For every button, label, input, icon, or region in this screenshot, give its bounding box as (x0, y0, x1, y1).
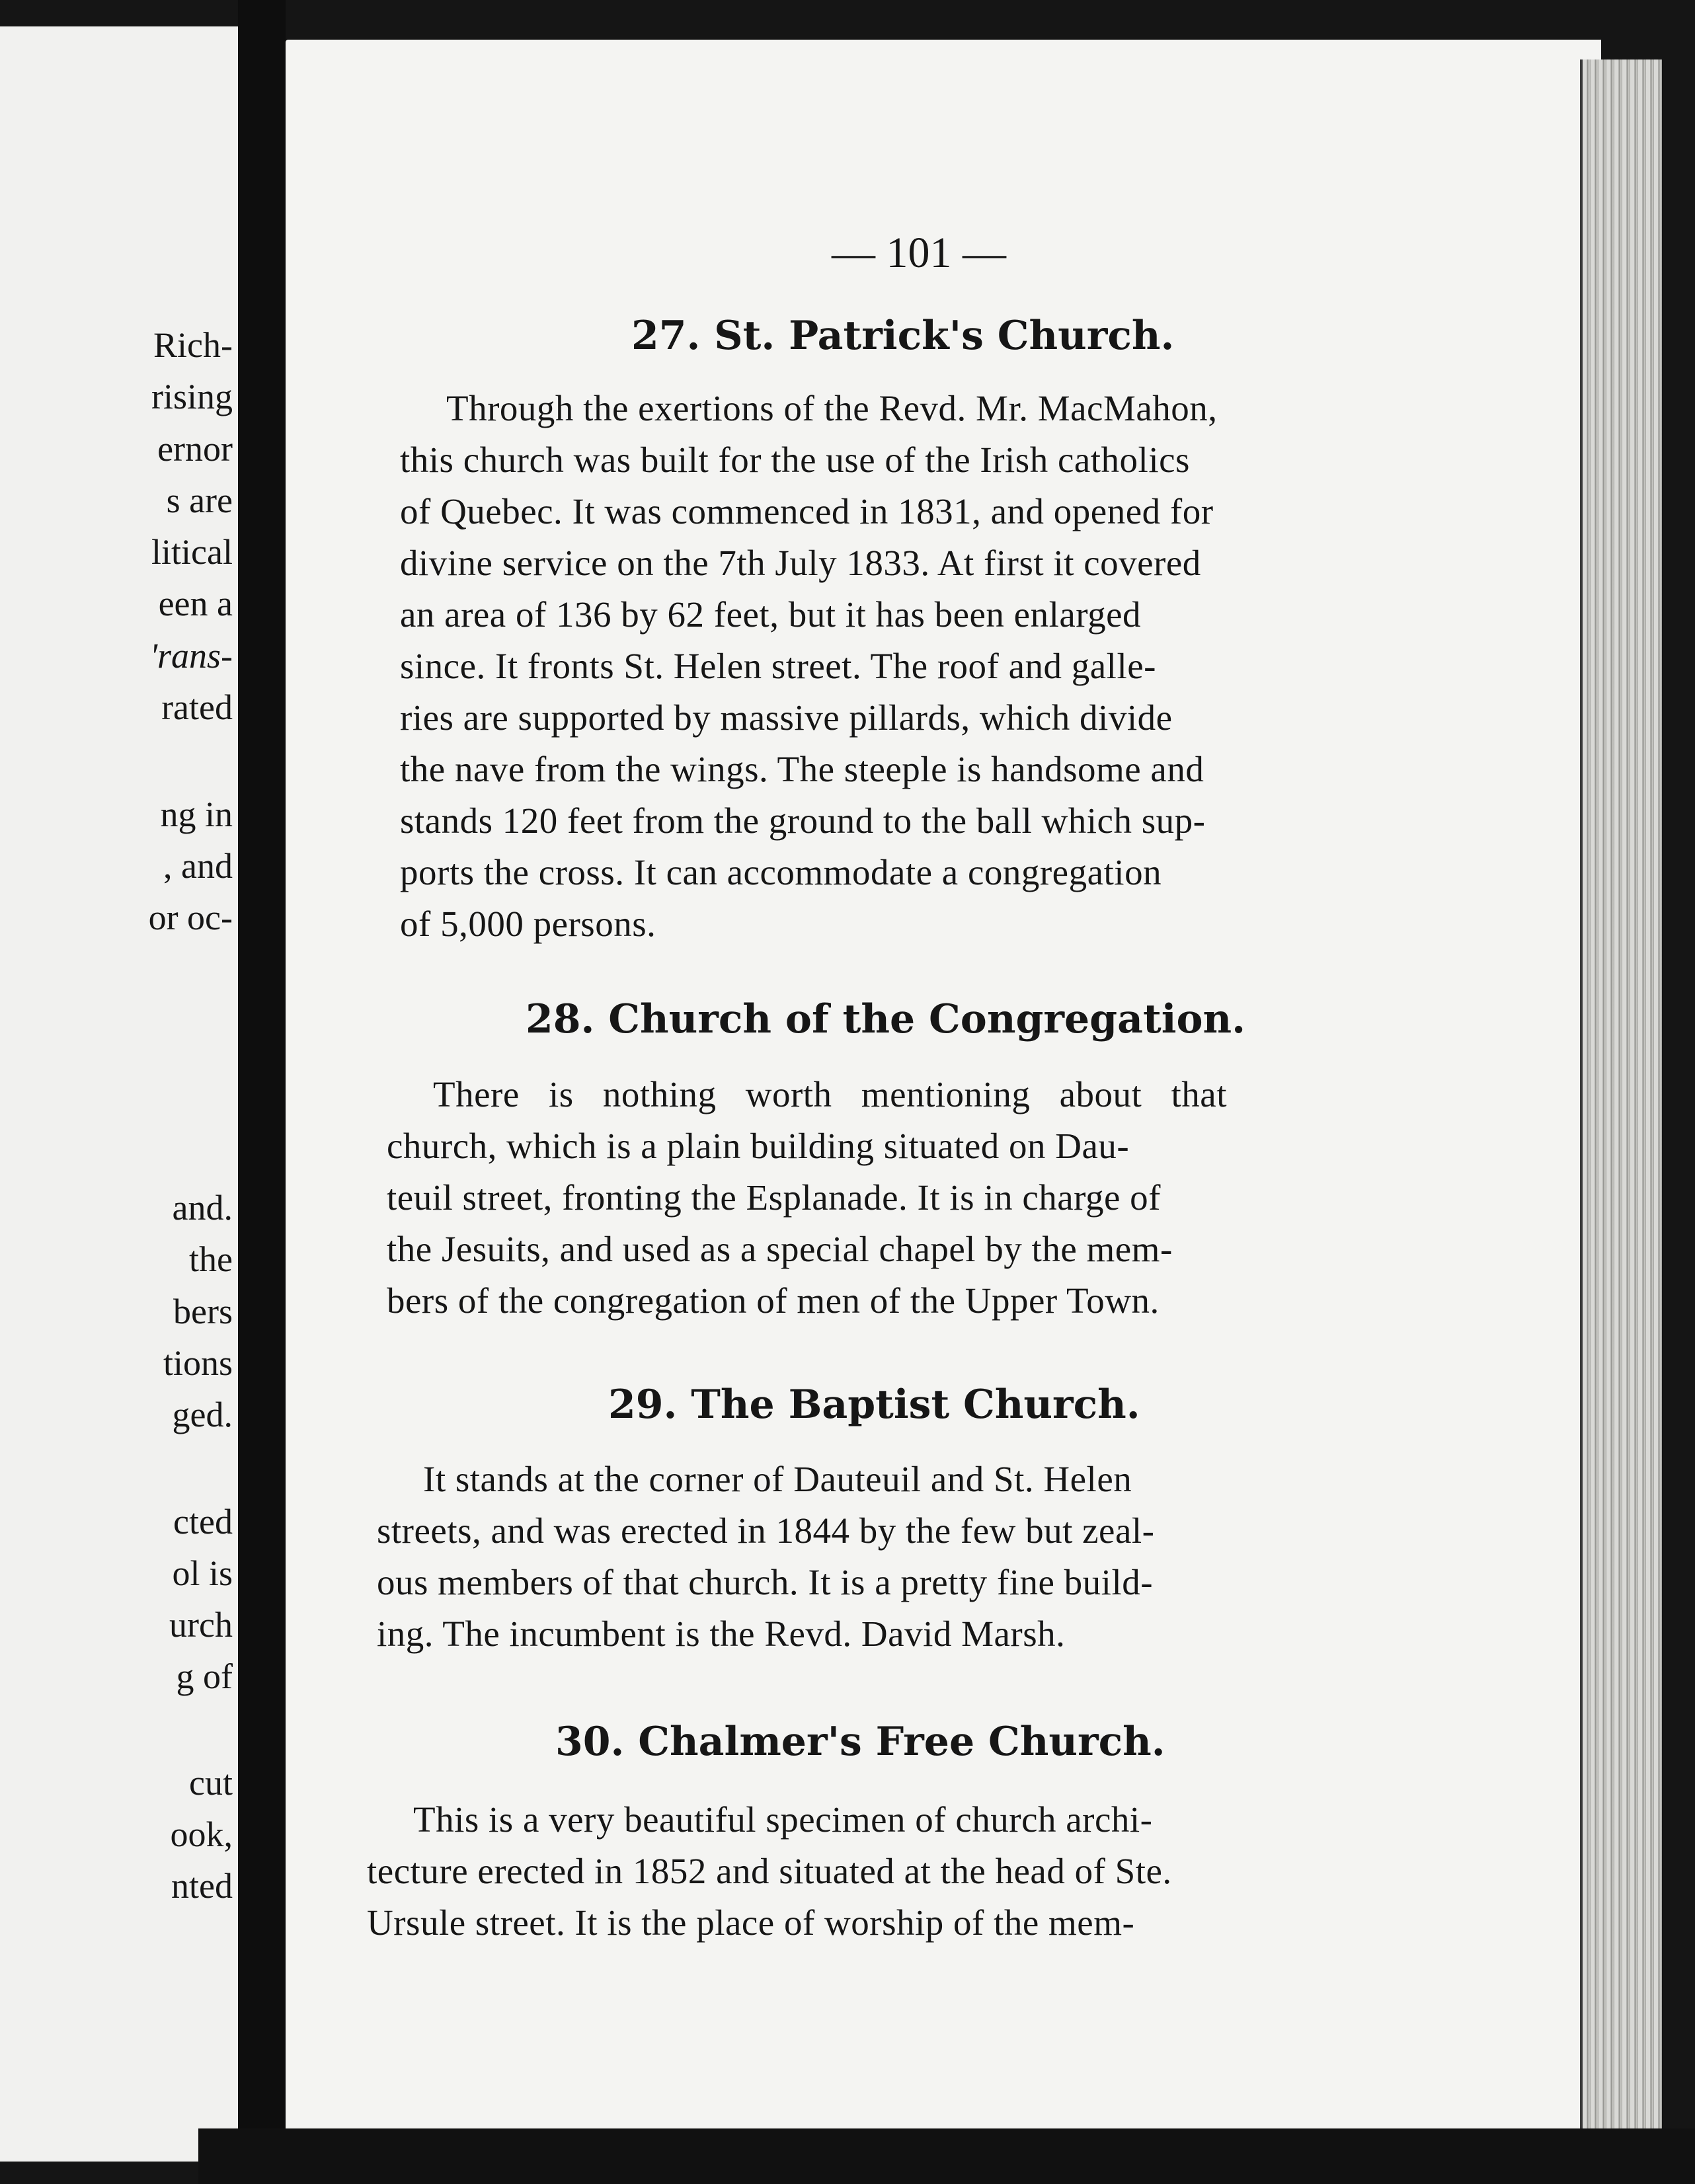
left-fragment: ernor (157, 429, 233, 469)
left-fragment: rising (151, 377, 233, 416)
text-line: Ursule street. It is the place of worship of the mem- (367, 1902, 1135, 1943)
left-fragment: bers (173, 1292, 233, 1331)
page-number: — 101 — (832, 229, 1006, 277)
section-body (387, 1076, 1418, 1354)
left-fragment: een a (158, 584, 233, 623)
text-line: This is a very beautiful specimen of church archi- (413, 1799, 1153, 1840)
left-fragment: litical (151, 532, 233, 572)
book-gutter (238, 0, 286, 2184)
text-line: church, which is a plain building situated on Dau- (387, 1126, 1130, 1166)
section-body (377, 1461, 1408, 1686)
text-line: of Quebec. It was commenced in 1831, and opened for (400, 491, 1214, 531)
text-line: tecture erected in 1852 and situated at the head of Ste. (367, 1851, 1172, 1891)
left-fragment: , and (163, 846, 233, 886)
left-fragment: Rich- (153, 325, 233, 365)
section-heading: 30. Chalmer's Free Church. (555, 1719, 1165, 1765)
text-line: since. It fronts St. Helen street. The roof and galle- (400, 646, 1156, 686)
section-body (367, 1801, 1398, 1973)
text-line: teuil street, fronting the Esplanade. It is in charge of (387, 1177, 1161, 1218)
page-edges (1580, 59, 1662, 2135)
left-page (0, 26, 238, 2162)
left-fragment: nted (171, 1866, 233, 1906)
left-fragment: and. (172, 1188, 233, 1228)
section-heading: 28. Church of the Congregation. (526, 996, 1246, 1042)
left-fragment: s are (166, 481, 233, 520)
text-line: It stands at the corner of Dauteuil and St. Helen (423, 1459, 1132, 1499)
left-fragment: cut (189, 1763, 233, 1803)
left-fragment: ng in (160, 795, 233, 834)
text-line: ous members of that church. It is a pretty fine build- (377, 1562, 1154, 1602)
text-line: divine service on the 7th July 1833. At first it covered (400, 543, 1201, 583)
left-fragment: 'rans- (149, 636, 233, 676)
left-fragment: tions (163, 1343, 233, 1383)
left-fragment: or oc- (148, 898, 233, 937)
text-line: an area of 136 by 62 feet, but it has been enlarged (400, 594, 1142, 635)
text-line: There is nothing worth mentioning about that (433, 1074, 1227, 1114)
section-heading: 29. The Baptist Church. (608, 1382, 1140, 1428)
text-line: ports the cross. It can accommodate a congregation (400, 852, 1162, 892)
left-fragment: ol is (172, 1553, 233, 1593)
text-line: of 5,000 persons. (400, 904, 656, 944)
left-fragment: g of (176, 1657, 233, 1696)
text-line: this church was built for the use of the Irish catholics (400, 440, 1190, 480)
left-fragment: rated (161, 687, 233, 727)
section-body (400, 390, 1431, 958)
left-fragment: the (189, 1239, 233, 1279)
text-line: stands 120 feet from the ground to the ball which sup- (400, 800, 1206, 841)
text-line: the Jesuits, and used as a special chapel by the mem- (387, 1229, 1173, 1269)
section-heading: 27. St. Patrick's Church. (631, 313, 1175, 359)
text-line: ing. The incumbent is the Revd. David Marsh. (377, 1614, 1066, 1654)
left-fragment: urch (169, 1605, 233, 1645)
left-fragment: cted (173, 1502, 233, 1541)
text-line: the nave from the wings. The steeple is handsome and (400, 749, 1204, 789)
left-fragment: ged. (172, 1395, 233, 1434)
left-fragment: ook, (170, 1814, 233, 1854)
text-line: ries are supported by massive pillards, which divide (400, 697, 1173, 738)
bottom-shadow (198, 2128, 1695, 2184)
text-line: streets, and was erected in 1844 by the few but zeal- (377, 1510, 1155, 1551)
text-line: bers of the congregation of men of the Upper Town. (387, 1280, 1160, 1321)
text-line: Through the exertions of the Revd. Mr. MacMahon, (446, 388, 1218, 428)
